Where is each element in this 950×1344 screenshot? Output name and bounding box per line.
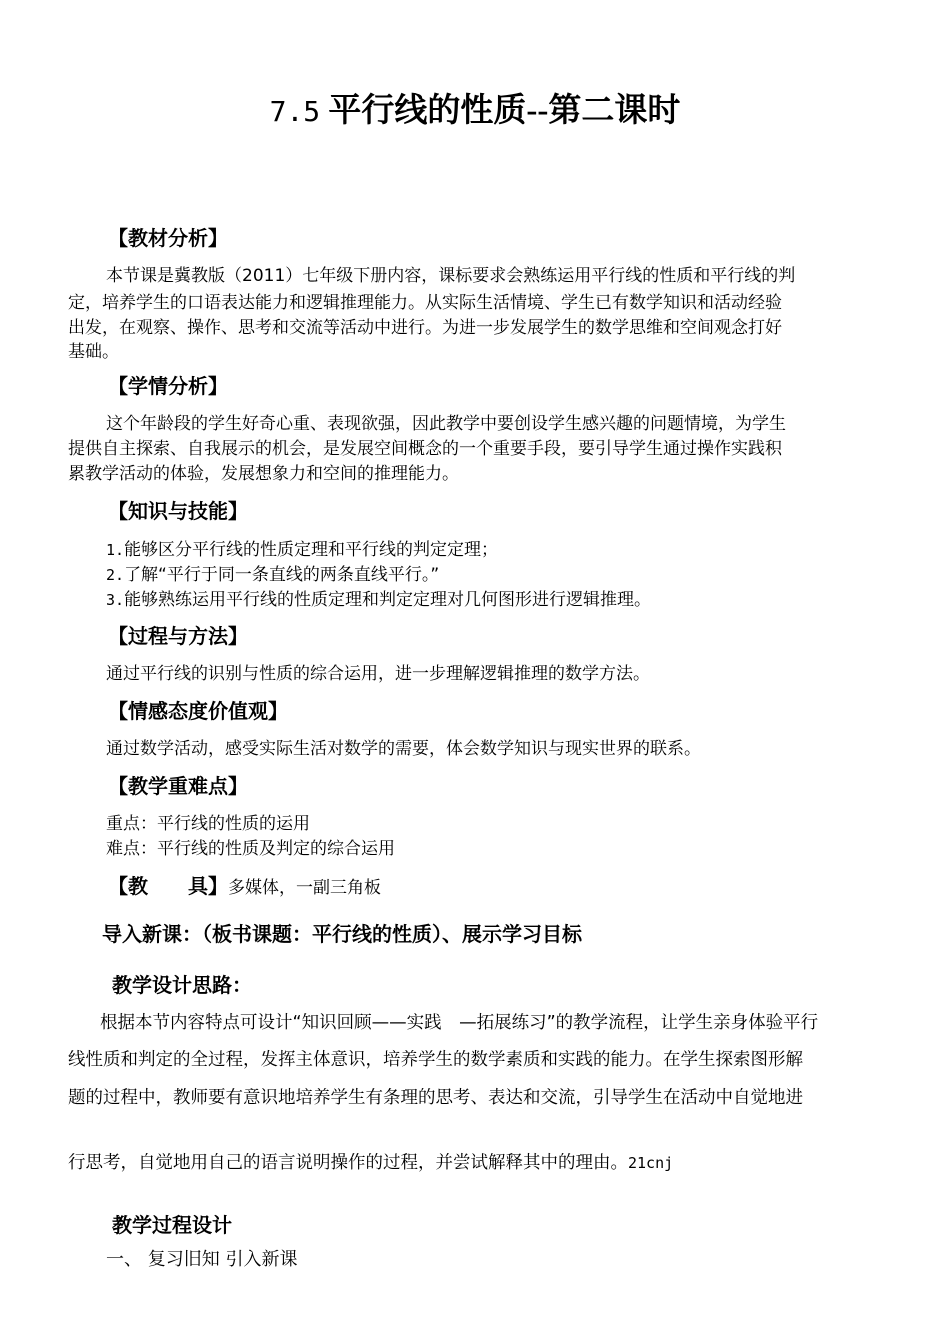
section-heading-knowledge: 【知识与技能】: [108, 499, 248, 523]
emotion-text: 通过数学活动，感受实际生活对数学的需要，体会数学知识与现实世界的联系。: [106, 739, 701, 759]
students-line-2: 提供自主探索、自我展示的机会，是发展空间概念的一个重要手段，要引导学生通过操作实践积: [68, 439, 782, 459]
design-suffix: 21cnj: [628, 1154, 674, 1172]
textbook-line-1: 本节课是冀教版（2011）七年级下册内容，课标要求会熟练运用平行线的性质和平行线的判: [106, 266, 796, 286]
knowledge-item-3: [106, 585, 651, 610]
design-line-1: 根据本节内容特点可设计“知识回顾——实践 —拓展练习”的教学流程，让学生亲身体验平行: [100, 1013, 819, 1033]
section-heading-tools: 【教 具】: [108, 874, 228, 898]
knowledge-item-text: 能够区分平行线的性质定理和平行线的判定定理；: [124, 540, 499, 560]
tools-line: [108, 870, 381, 899]
knowledge-item-number: 3.: [106, 591, 125, 609]
knowledge-item-number: 2.: [106, 566, 125, 584]
process-design-heading: 教学过程设计: [112, 1213, 232, 1237]
textbook-line-4: 基础。: [68, 342, 119, 362]
design-heading: 教学设计思路：: [112, 973, 252, 997]
knowledge-item-2: [106, 560, 439, 585]
knowledge-item-1: [106, 535, 498, 560]
design-line-2: 线性质和判定的全过程，发挥主体意识，培养学生的数学素质和实践的能力。在学生探索图形解: [68, 1050, 803, 1070]
section-heading-key-points: 【教学重难点】: [108, 774, 248, 798]
design-line-4-text: 行思考，自觉地用自己的语言说明操作的过程，并尝试解释其中的理由。: [68, 1153, 628, 1173]
knowledge-item-text: 了解“平行于同一条直线的两条直线平行。”: [124, 565, 440, 585]
key-point-difficulty: 难点：平行线的性质及判定的综合运用: [106, 839, 395, 859]
key-point-focus: 重点：平行线的性质的运用: [106, 814, 310, 834]
knowledge-item-number: 1.: [106, 541, 125, 559]
section-heading-process: 【过程与方法】: [108, 624, 248, 648]
section-heading-emotion: 【情感态度价值观】: [108, 699, 288, 723]
page-title: [0, 84, 950, 131]
section-heading-textbook: 【教材分析】: [108, 226, 228, 250]
textbook-line-2: 定，培养学生的口语表达能力和逻辑推理能力。从实际生活情境、学生已有数学知识和活动经验: [68, 293, 782, 313]
design-line-4: [68, 1149, 880, 1174]
tools-text: 多媒体，一副三角板: [228, 878, 381, 898]
knowledge-item-text: 能够熟练运用平行线的性质定理和判定定理对几何图形进行逻辑推理。: [124, 590, 652, 610]
title-text: 平行线的性质--第二课时: [328, 93, 681, 129]
students-line-3: 累教学活动的体验，发展想象力和空间的推理能力。: [68, 464, 459, 484]
intro-heading: 导入新课：（板书课题：平行线的性质）、展示学习目标: [102, 922, 582, 946]
students-line-1: 这个年龄段的学生好奇心重、表现欲强，因此教学中要创设学生感兴趣的问题情境，为学生: [106, 414, 786, 434]
process-text: 通过平行线的识别与性质的综合运用，进一步理解逻辑推理的数学方法。: [106, 664, 650, 684]
design-line-3: 题的过程中，教师要有意识地培养学生有条理的思考、表达和交流，引导学生在活动中自觉地进: [68, 1088, 803, 1108]
title-number: 7.5: [269, 95, 321, 128]
section-heading-students: 【学情分析】: [108, 374, 228, 398]
textbook-line-3: 出发，在观察、操作、思考和交流等活动中进行。为进一步发展学生的数学思维和空间观念打好: [68, 318, 782, 338]
process-step-1: 一、 复习旧知 引入新课: [106, 1249, 298, 1270]
